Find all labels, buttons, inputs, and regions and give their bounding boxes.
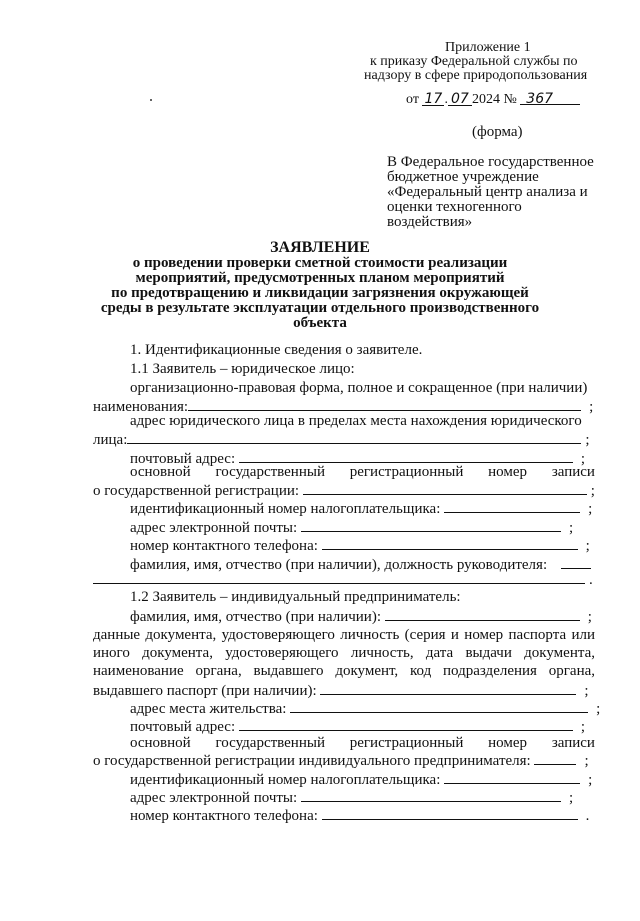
appendix-date-line: от 17 . 07 2024 № 367 xyxy=(406,92,580,107)
appendix-order-line: к приказу Федеральной службы по xyxy=(370,54,578,69)
ip-postal-field xyxy=(130,717,585,736)
section-1-1-heading: 1.1 Заявитель – юридическое лицо: xyxy=(130,361,355,377)
semicolon: ; xyxy=(580,451,586,467)
subtitle-line: среды в результате эксплуатации отдельного производственного xyxy=(100,300,540,316)
date-year: 2024 xyxy=(471,92,500,107)
number-sign: № xyxy=(503,92,517,107)
ogrnip-word: номер xyxy=(488,735,528,751)
ip-fio-label: фамилия, имя, отчество (при наличии): xyxy=(130,609,381,625)
legal-address-field xyxy=(93,430,590,449)
recipient-line: оценки техногенного xyxy=(387,199,522,215)
legal-head-line2 xyxy=(93,570,593,589)
ogrn-field xyxy=(93,481,595,500)
ip-inn-label: идентификационный номер налогоплательщика: xyxy=(130,772,441,788)
semicolon: ; xyxy=(596,701,601,717)
ogrnip-word: регистрационный xyxy=(349,735,464,751)
ogrnip-cont: о государственной регистрации индивидуального предпринимателя: xyxy=(93,753,531,769)
scan-speck xyxy=(150,99,152,101)
legal-phone-label: номер контактного телефона: xyxy=(130,538,318,554)
date-month: 07 xyxy=(448,92,472,106)
subtitle-line: объекта xyxy=(293,315,347,331)
ogrn-cont: о государственной регистрации: xyxy=(93,483,300,499)
form-label: (форма) xyxy=(472,124,523,140)
ogrn-word: основной xyxy=(130,464,191,480)
semicolon: ; xyxy=(585,538,590,554)
legal-postal-label: почтовый адрес: xyxy=(130,451,236,467)
ip-residence-label: адрес места жительства: xyxy=(130,701,287,717)
ip-residence-blank xyxy=(290,699,588,713)
recipient-line: воздействия» xyxy=(387,214,473,230)
ip-phone-field xyxy=(130,806,589,825)
legal-phone-field xyxy=(130,536,590,555)
ip-phone-label: номер контактного телефона: xyxy=(130,808,318,824)
ogrnip-field xyxy=(93,751,589,770)
legal-address-label: адрес юридического лица в пределах места нахождения юридического xyxy=(130,413,582,429)
ogrn-word: записи xyxy=(551,464,595,480)
document-title: ЗАЯВЛЕНИЕ xyxy=(270,239,370,256)
ip-email-field xyxy=(130,788,573,807)
semicolon: ; xyxy=(588,501,593,517)
legal-inn-label: идентификационный номер налогоплательщика: xyxy=(130,501,441,517)
legal-phone-blank xyxy=(322,536,578,550)
semicolon: ; xyxy=(584,683,589,699)
semicolon: ; xyxy=(587,609,592,625)
ip-residence-field xyxy=(130,699,600,718)
semicolon: ; xyxy=(588,772,593,788)
recipient-block xyxy=(387,155,594,230)
appendix-agency-line: надзору в сфере природопользования xyxy=(364,68,588,83)
ogrn-word: регистрационный xyxy=(349,464,464,480)
ogrn-word: номер xyxy=(488,464,528,480)
section-1-heading: 1. Идентификационные сведения о заявителе. xyxy=(130,342,423,358)
semicolon: ; xyxy=(585,432,590,448)
ip-phone-blank xyxy=(322,806,578,820)
ogrnip-word: записи xyxy=(551,735,595,751)
legal-email-label: адрес электронной почты: xyxy=(130,520,298,536)
legal-head-blank xyxy=(561,555,591,569)
org-form-label: организационно-правовая форма, полное и сокращенное (при наличии) xyxy=(130,380,588,396)
ip-doc-label: выдавшего паспорт (при наличии): xyxy=(93,683,317,699)
subtitle-line: мероприятий, предусмотренных планом мероприятий xyxy=(135,270,505,286)
date-day: 17 xyxy=(422,92,444,106)
legal-address-blank xyxy=(127,430,581,444)
recipient-line: В Федеральное государственное xyxy=(387,154,594,170)
semicolon: ; xyxy=(580,719,586,735)
ip-doc-blank xyxy=(320,681,576,695)
ogrn-word: государственный xyxy=(215,464,325,480)
semicolon: ; xyxy=(584,753,589,769)
subtitle-line: о проведении проверки сметной стоимости реализации xyxy=(132,255,508,271)
ip-inn-field xyxy=(130,770,592,789)
ip-postal-blank xyxy=(239,717,573,731)
ip-postal-label: почтовый адрес: xyxy=(130,719,236,735)
ip-doc-line-3: наименование органа, выдавшего документ, код подразделения органа, xyxy=(93,663,595,679)
legal-inn-field xyxy=(130,499,592,518)
ip-email-blank xyxy=(301,788,561,802)
legal-address-cont: лица: xyxy=(93,432,128,448)
section-1-2-heading: 1.2 Заявитель – индивидуальный предприниматель: xyxy=(130,589,461,605)
ogrn-label xyxy=(130,464,595,481)
recipient-line: «Федеральный центр анализа и xyxy=(387,184,588,200)
legal-inn-blank xyxy=(444,499,580,513)
legal-postal-blank xyxy=(239,449,573,463)
ip-doc-line-1: данные документа, удостоверяющего личность (серия и номер паспорта или xyxy=(93,627,595,643)
org-name-blank xyxy=(188,397,581,411)
ogrn-blank xyxy=(303,481,587,495)
ip-inn-blank xyxy=(444,770,580,784)
document-subtitle xyxy=(0,256,640,331)
recipient-line: бюджетное учреждение xyxy=(387,169,539,185)
ip-email-label: адрес электронной почты: xyxy=(130,790,298,806)
period: . xyxy=(589,572,593,588)
semicolon: ; xyxy=(568,790,574,806)
period: . xyxy=(585,808,590,824)
legal-head-label: фамилия, имя, отчество (при наличии), должность руководителя: xyxy=(130,557,548,573)
subtitle-line: по предотвращению и ликвидации загрязнения окружающей xyxy=(111,285,529,301)
legal-head-blank-2 xyxy=(93,570,585,584)
semicolon: ; xyxy=(568,520,574,536)
ip-fio-field xyxy=(130,607,592,626)
ip-doc-line-2: иного документа, удостоверяющего личность, дата выдачи документа, xyxy=(93,645,595,661)
order-number: 367 xyxy=(520,92,580,105)
ogrnip-word: основной xyxy=(130,735,191,751)
ip-fio-blank xyxy=(385,607,580,621)
appendix-title: Приложение 1 xyxy=(445,40,531,55)
legal-email-blank xyxy=(301,518,561,532)
ogrnip-word: государственный xyxy=(215,735,325,751)
ogrnip-blank xyxy=(534,751,576,765)
semicolon: ; xyxy=(589,399,594,415)
legal-email-field xyxy=(130,518,573,537)
semicolon: ; xyxy=(590,483,595,499)
ogrnip-label xyxy=(130,735,595,752)
ip-doc-field xyxy=(93,681,589,700)
date-prefix: от xyxy=(406,92,419,107)
org-name-label: наименования: xyxy=(93,399,189,415)
